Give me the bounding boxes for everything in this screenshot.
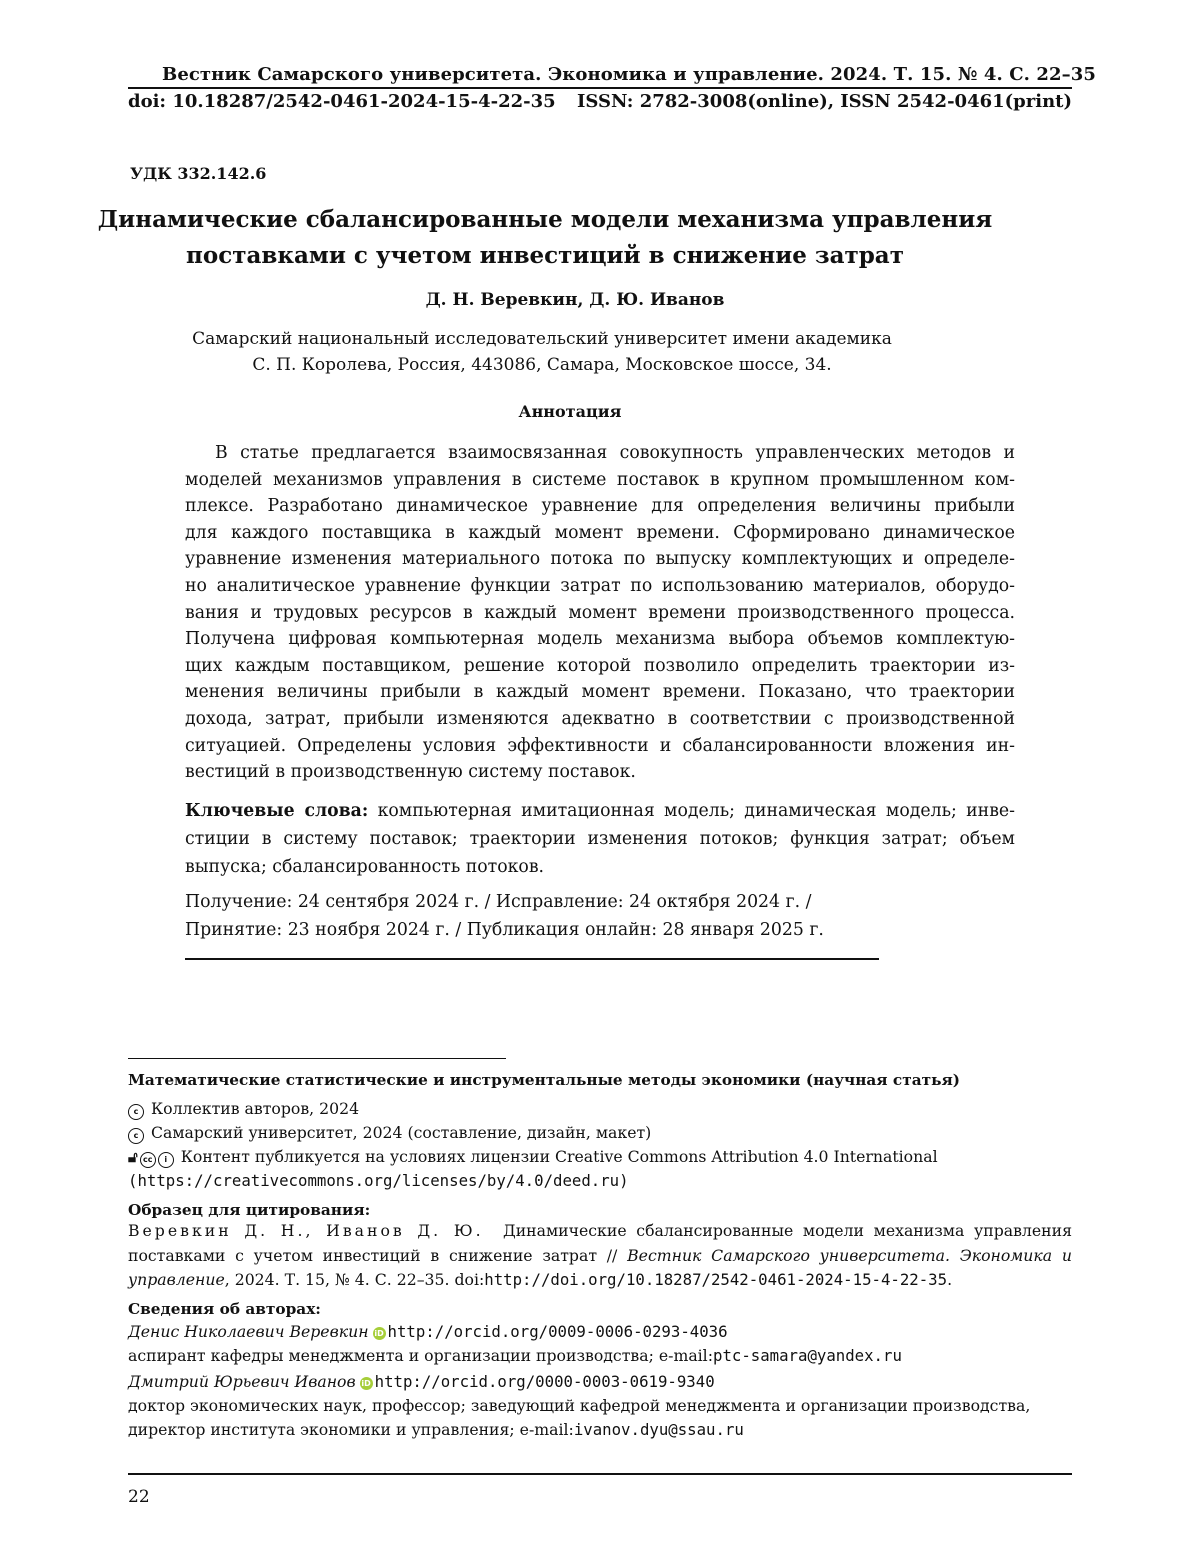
cc-icon: cc	[140, 1152, 156, 1168]
abstract-heading: Аннотация	[518, 402, 622, 421]
citation-journal-end: управление	[128, 1270, 225, 1289]
keywords-line: компьютерная имитационная модель; динамическая модель; инве-	[377, 801, 1015, 821]
abstract-line: ситуацией. Определены условия эффективности и сбалансированности вложения ин-	[185, 735, 1015, 756]
issn-label: ISSN: 2782-3008(online), ISSN 2542-0461(print)	[576, 91, 1072, 112]
citation-end: .	[947, 1270, 953, 1289]
abstract-rule	[185, 958, 879, 960]
abstract-line: менения величины прибыли в каждый момент времени. Показано, что траектории	[185, 682, 1015, 703]
abstract-line: щих каждым поставщиком, решение которой позволило определить траектории из-	[185, 655, 1015, 676]
author2-info-2	[128, 1418, 1072, 1442]
abstract-line: для каждого поставщика в каждый момент времени. Сформировано динамическое	[185, 522, 1015, 543]
udc-code: УДК 332.142.6	[130, 164, 267, 183]
abstract-line: моделей механизмов управления в системе поставок в крупном промышленном ком-	[185, 469, 1015, 490]
title-line: поставками с учетом инвестиций в снижение затрат	[186, 242, 904, 269]
footnote-rule	[128, 1058, 506, 1059]
doi-label: doi: 10.18287/2542-0461-2024-15-4-22-35	[128, 91, 556, 112]
author2-info: доктор экономических наук, профессор; заведующий кафедрой менеджмента и организации производства,	[128, 1396, 1031, 1415]
copyright-authors	[128, 1097, 1072, 1121]
authors-line	[128, 290, 1072, 310]
citation-title: Динамические сбалансированные модели механизма управления	[502, 1221, 1072, 1240]
keywords-line: выпуска; сбалансированность потоков.	[185, 857, 545, 877]
abstract-line: В статье предлагается взаимосвязанная совокупность управленческих методов и	[215, 443, 1015, 463]
abstract-line: дохода, затрат, прибыли изменяются адекватно в соответствии с производственной	[185, 708, 1015, 729]
license-text: Контент публикуется на условиях лицензии Creative Commons Attribution 4.0 International	[180, 1147, 938, 1166]
citation-heading: Образец для цитирования:	[128, 1201, 371, 1219]
citation-authors: Веревкин Д. Н., Иванов Д. Ю.	[128, 1221, 484, 1240]
citation	[128, 1219, 1072, 1293]
title-line: Динамические сбалансированные модели механизма управления	[97, 206, 993, 233]
author1-name: Денис Николаевич Веревкин	[128, 1322, 369, 1341]
copyright-university	[128, 1121, 1072, 1145]
orcid-icon: iD	[361, 1379, 371, 1388]
author2-name: Дмитрий Юрьевич Иванов	[128, 1372, 356, 1391]
abstract-heading-wrap	[128, 402, 1072, 421]
keywords-label: Ключевые слова:	[185, 801, 369, 821]
abstract-body	[185, 440, 1015, 786]
orcid-icon: iD	[374, 1329, 384, 1338]
page-number: 22	[128, 1487, 150, 1507]
author2-position: директор института экономики и управления; e-mail:	[128, 1420, 574, 1439]
affiliation-line: Самарский национальный исследовательский университет имени академика	[192, 329, 892, 349]
authors-text: Д. Н. Веревкин, Д. Ю. Иванов	[425, 290, 725, 310]
keywords-line: стиции в систему поставок; траектории изменения потоков; функция затрат; объем	[185, 829, 1015, 849]
keywords	[185, 797, 1015, 881]
dates-line: Принятие: 23 ноября 2024 г. / Публикация онлайн: 28 января 2025 г.	[185, 920, 824, 940]
copyright-university-text: Самарский университет, 2024 (составление, дизайн, макет)	[151, 1123, 652, 1142]
dates-line: Получение: 24 сентября 2024 г. / Исправление: 24 октября 2024 г. /	[185, 892, 812, 912]
by-icon: i	[158, 1152, 174, 1168]
license-line	[128, 1145, 1072, 1169]
author1-line	[128, 1320, 1072, 1344]
citation-title-end: поставками с учетом инвестиций в снижение затрат //	[128, 1245, 618, 1265]
abstract-line: но аналитическое уравнение функции затрат по использованию материалов, оборудо-	[185, 575, 1015, 596]
author2-email[interactable]: ivanov.dyu@ssau.ru	[573, 1420, 744, 1439]
author1-email[interactable]: ptc-samara@yandex.ru	[713, 1346, 902, 1365]
header-rule	[128, 87, 1072, 89]
article-dates	[185, 888, 824, 944]
author2-line	[128, 1370, 1072, 1394]
copyright-icon: c	[128, 1128, 144, 1144]
license-url[interactable]: (https://creativecommons.org/licenses/by/4.0/deed.ru)	[128, 1171, 629, 1190]
article-category: Математические статистические и инструментальные методы экономики (научная статья)	[128, 1071, 961, 1089]
abstract-line: плексе. Разработано динамическое уравнение для определения величины прибыли	[185, 496, 1015, 517]
copyright-authors-text: Коллектив авторов, 2024	[151, 1099, 360, 1118]
abstract-line: уравнение изменения материального потока по выпуску комплектующих и определе-	[185, 549, 1015, 570]
author2-orcid-link[interactable]: http://orcid.org/0000-0003-0619-9340	[374, 1372, 715, 1391]
author1-orcid-link[interactable]: http://orcid.org/0009-0006-0293-4036	[387, 1322, 728, 1341]
authors-info-heading: Сведения об авторах:	[128, 1300, 321, 1318]
open-access-icon: 🔓︎	[128, 1148, 138, 1166]
abstract-line: вания и трудовых ресурсов в каждый момент времени производственного процесса.	[185, 602, 1015, 623]
article-title	[97, 202, 1072, 274]
copyright-icon: c	[128, 1104, 144, 1120]
citation-journal: Вестник Самарского университета. Экономика и	[627, 1245, 1072, 1265]
affiliation	[128, 326, 1072, 378]
abstract-line: Получена цифровая компьютерная модель механизма выбора объемов комплектую-	[185, 629, 1015, 650]
footer-rule	[128, 1473, 1072, 1475]
citation-details: , 2024. Т. 15, № 4. С. 22–35. doi:	[224, 1270, 485, 1289]
affiliation-line: С. П. Королева, Россия, 443086, Самара, Московское шоссе, 34.	[252, 355, 832, 375]
abstract-line: вестиций в производственную систему поставок.	[185, 762, 636, 783]
citation-doi-link[interactable]: http://doi.org/10.18287/2542-0461-2024-15-4-22-35	[484, 1270, 948, 1289]
author1-info	[128, 1344, 1072, 1368]
author1-position: аспирант кафедры менеджмента и организации производства; e-mail:	[128, 1346, 713, 1365]
running-header: Вестник Самарского университета. Экономика и управление. 2024. Т. 15. № 4. С. 22–35	[162, 64, 1096, 85]
